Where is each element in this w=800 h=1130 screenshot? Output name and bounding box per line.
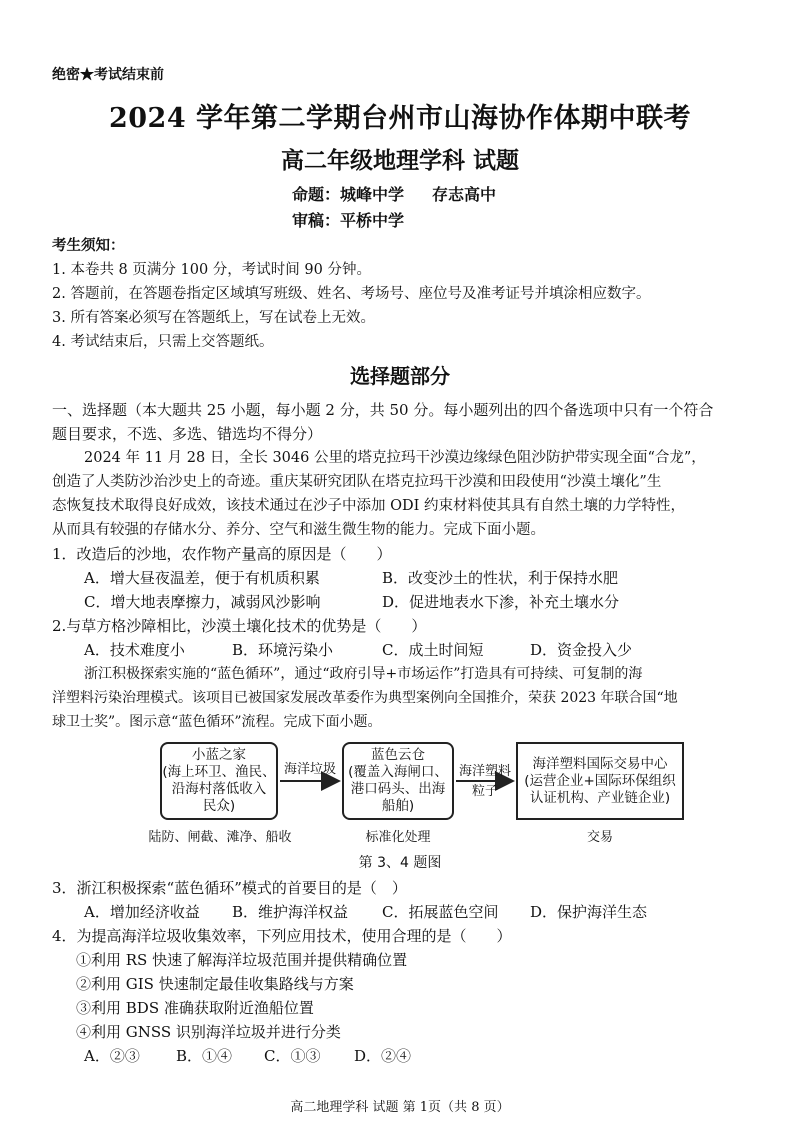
instructions-line: 题目要求，不选、多选、错选均不得分） <box>52 425 323 443</box>
box-text: (覆盖入海闸口、 <box>348 764 448 780</box>
question-4-option-d: D．②④ <box>354 1047 412 1065</box>
question-2-option-a: A．技术难度小 <box>84 641 185 659</box>
question-1-option-d: D．促进地表水下渗，补充土壤水分 <box>382 593 620 611</box>
question-3-option-b: B．维护海洋权益 <box>232 903 349 921</box>
section-title: 选择题部分 <box>350 364 450 388</box>
question-2-stem: 2.与草方格沙障相比，沙漠土壤化技术的优势是（ ） <box>52 617 427 635</box>
box-text: 船舶) <box>381 798 415 814</box>
page-footer: 高二地理学科 试题 第 1页（共 8 页） <box>290 1100 510 1115</box>
question-1-option-b: B．改变沙土的性状，利于保持水肥 <box>382 569 619 587</box>
question-1-option-c: C．增大地表摩擦力，减弱风沙影响 <box>84 593 321 611</box>
notice-item: 1. 本卷共 8 页满分 100 分，考试时间 90 分钟。 <box>52 262 371 278</box>
diagram-caption: 第 3、4 题图 <box>358 855 442 871</box>
question-4-statement: ④利用 GNSS 识别海洋垃圾并进行分类 <box>76 1023 341 1041</box>
question-4-option-b: B．①④ <box>176 1047 233 1065</box>
question-4-stem: 4．为提高海洋垃圾收集效率，下列应用技术，使用合理的是（ ） <box>52 927 512 945</box>
question-1-option-a: A．增大昼夜温差，便于有机质积累 <box>84 569 320 587</box>
question-4-statement: ②利用 GIS 快速制定最佳收集路线与方案 <box>76 975 354 993</box>
diagram-label-trading: 交易 <box>586 830 613 845</box>
passage-line: 从而具有较强的存储水分、养分、空气和滋生微生物的能力。完成下面小题。 <box>52 522 545 538</box>
arrow-label-marine-waste: 海洋垃圾 <box>283 762 336 777</box>
box-text: 民众) <box>202 798 236 814</box>
arrow-label-line: 海洋塑料 <box>458 764 511 779</box>
question-4-option-c: C．①③ <box>264 1047 321 1065</box>
box-text: (运营企业+国际环保组织 <box>524 772 676 789</box>
author-1: 城峰中学 <box>340 185 405 204</box>
reviewer-label: 审稿： <box>292 211 341 230</box>
box-text: (海上环卫、渔民、 <box>162 764 276 780</box>
box-text: 沿海村落低收入 <box>171 781 267 797</box>
question-2-option-b: B．环境污染小 <box>232 641 334 659</box>
question-4-statement: ①利用 RS 快速了解海洋垃圾范围并提供精确位置 <box>76 951 408 969</box>
instructions-line: 一、选择题（本大题共 25 小题，每小题 2 分，共 50 分。每小题列出的四个备选项中只有一个符合 <box>52 401 714 419</box>
question-1-stem: 1．改造后的沙地，农作物产量高的原因是（ ） <box>52 545 392 563</box>
notice-item: 3. 所有答案必须写在答题纸上，写在试卷上无效。 <box>52 310 375 326</box>
box-title: 小蓝之家 <box>192 747 246 763</box>
passage-line: 浙江积极探索实施的“蓝色循环”，通过“政府引导+市场运作”打造具有可持续、可复制的海 <box>84 666 643 682</box>
question-2-option-c: C．成土时间短 <box>382 641 484 659</box>
reviewer: 平桥中学 <box>340 211 405 230</box>
diagram-label-processing: 标准化处理 <box>365 830 431 845</box>
confidential-label: 绝密★考试结束前 <box>52 67 164 83</box>
box-title: 蓝色云仓 <box>371 747 425 763</box>
arrow-label-plastic-particles <box>454 764 516 800</box>
question-2-option-d: D．资金投入少 <box>530 641 633 659</box>
notice-item: 2. 答题前，在答题卷指定区域填写班级、姓名、考场号、座位号及准考证号并填涂相应数字。 <box>52 286 651 302</box>
box-text: 认证机构、产业链企业) <box>529 789 671 806</box>
exam-subtitle: 高二年级地理学科 试题 <box>280 147 519 174</box>
passage-line: 球卫士奖”。图示意“蓝色循环”流程。完成下面小题。 <box>52 714 382 730</box>
passage-line: 2024 年 11 月 28 日，全长 3046 公里的塔克拉玛干沙漠边缘绿色阻沙防护带实现全面“合龙”， <box>84 450 706 466</box>
question-3-option-a: A．增加经济收益 <box>84 903 200 921</box>
arrow-label-line: 粒子 <box>471 784 498 799</box>
question-3-option-c: C．拓展蓝色空间 <box>382 903 499 921</box>
passage-line: 创造了人类防沙治沙史上的奇迹。重庆某研究团队在塔克拉玛干沙漠和田段使用“沙漠土壤化”生 <box>52 474 662 490</box>
exam-title: 2024 学年第二学期台州市山海协作体期中联考 <box>108 103 692 134</box>
question-4-option-a: A．②③ <box>84 1047 140 1065</box>
question-3-option-d: D．保护海洋生态 <box>530 903 648 921</box>
passage-line: 态恢复技术取得良好成效，该技术通过在沙子中添加 ODI 约束材料使其具有自然土壤的力学特性， <box>52 498 685 514</box>
author-label: 命题： <box>292 185 341 204</box>
diagram-label-collection: 陆防、闸截、滩净、船收 <box>148 830 292 845</box>
question-4-statement: ③利用 BDS 准确获取附近渔船位置 <box>76 999 314 1017</box>
author-2: 存志高中 <box>432 185 497 204</box>
box-title: 海洋塑料国际交易中心 <box>532 755 668 772</box>
passage-line: 洋塑料污染治理模式。该项目已被国家发展改革委作为典型案例向全国推介，荣获 2023 年联合国“地 <box>52 690 678 706</box>
box-text: 港口码头、出海 <box>350 781 446 797</box>
notice-item: 4. 考试结束后，只需上交答题纸。 <box>52 334 274 350</box>
question-3-stem: 3．浙江积极探索“蓝色循环”模式的首要目的是（ ） <box>52 879 407 897</box>
notice-heading: 考生须知： <box>52 237 125 254</box>
